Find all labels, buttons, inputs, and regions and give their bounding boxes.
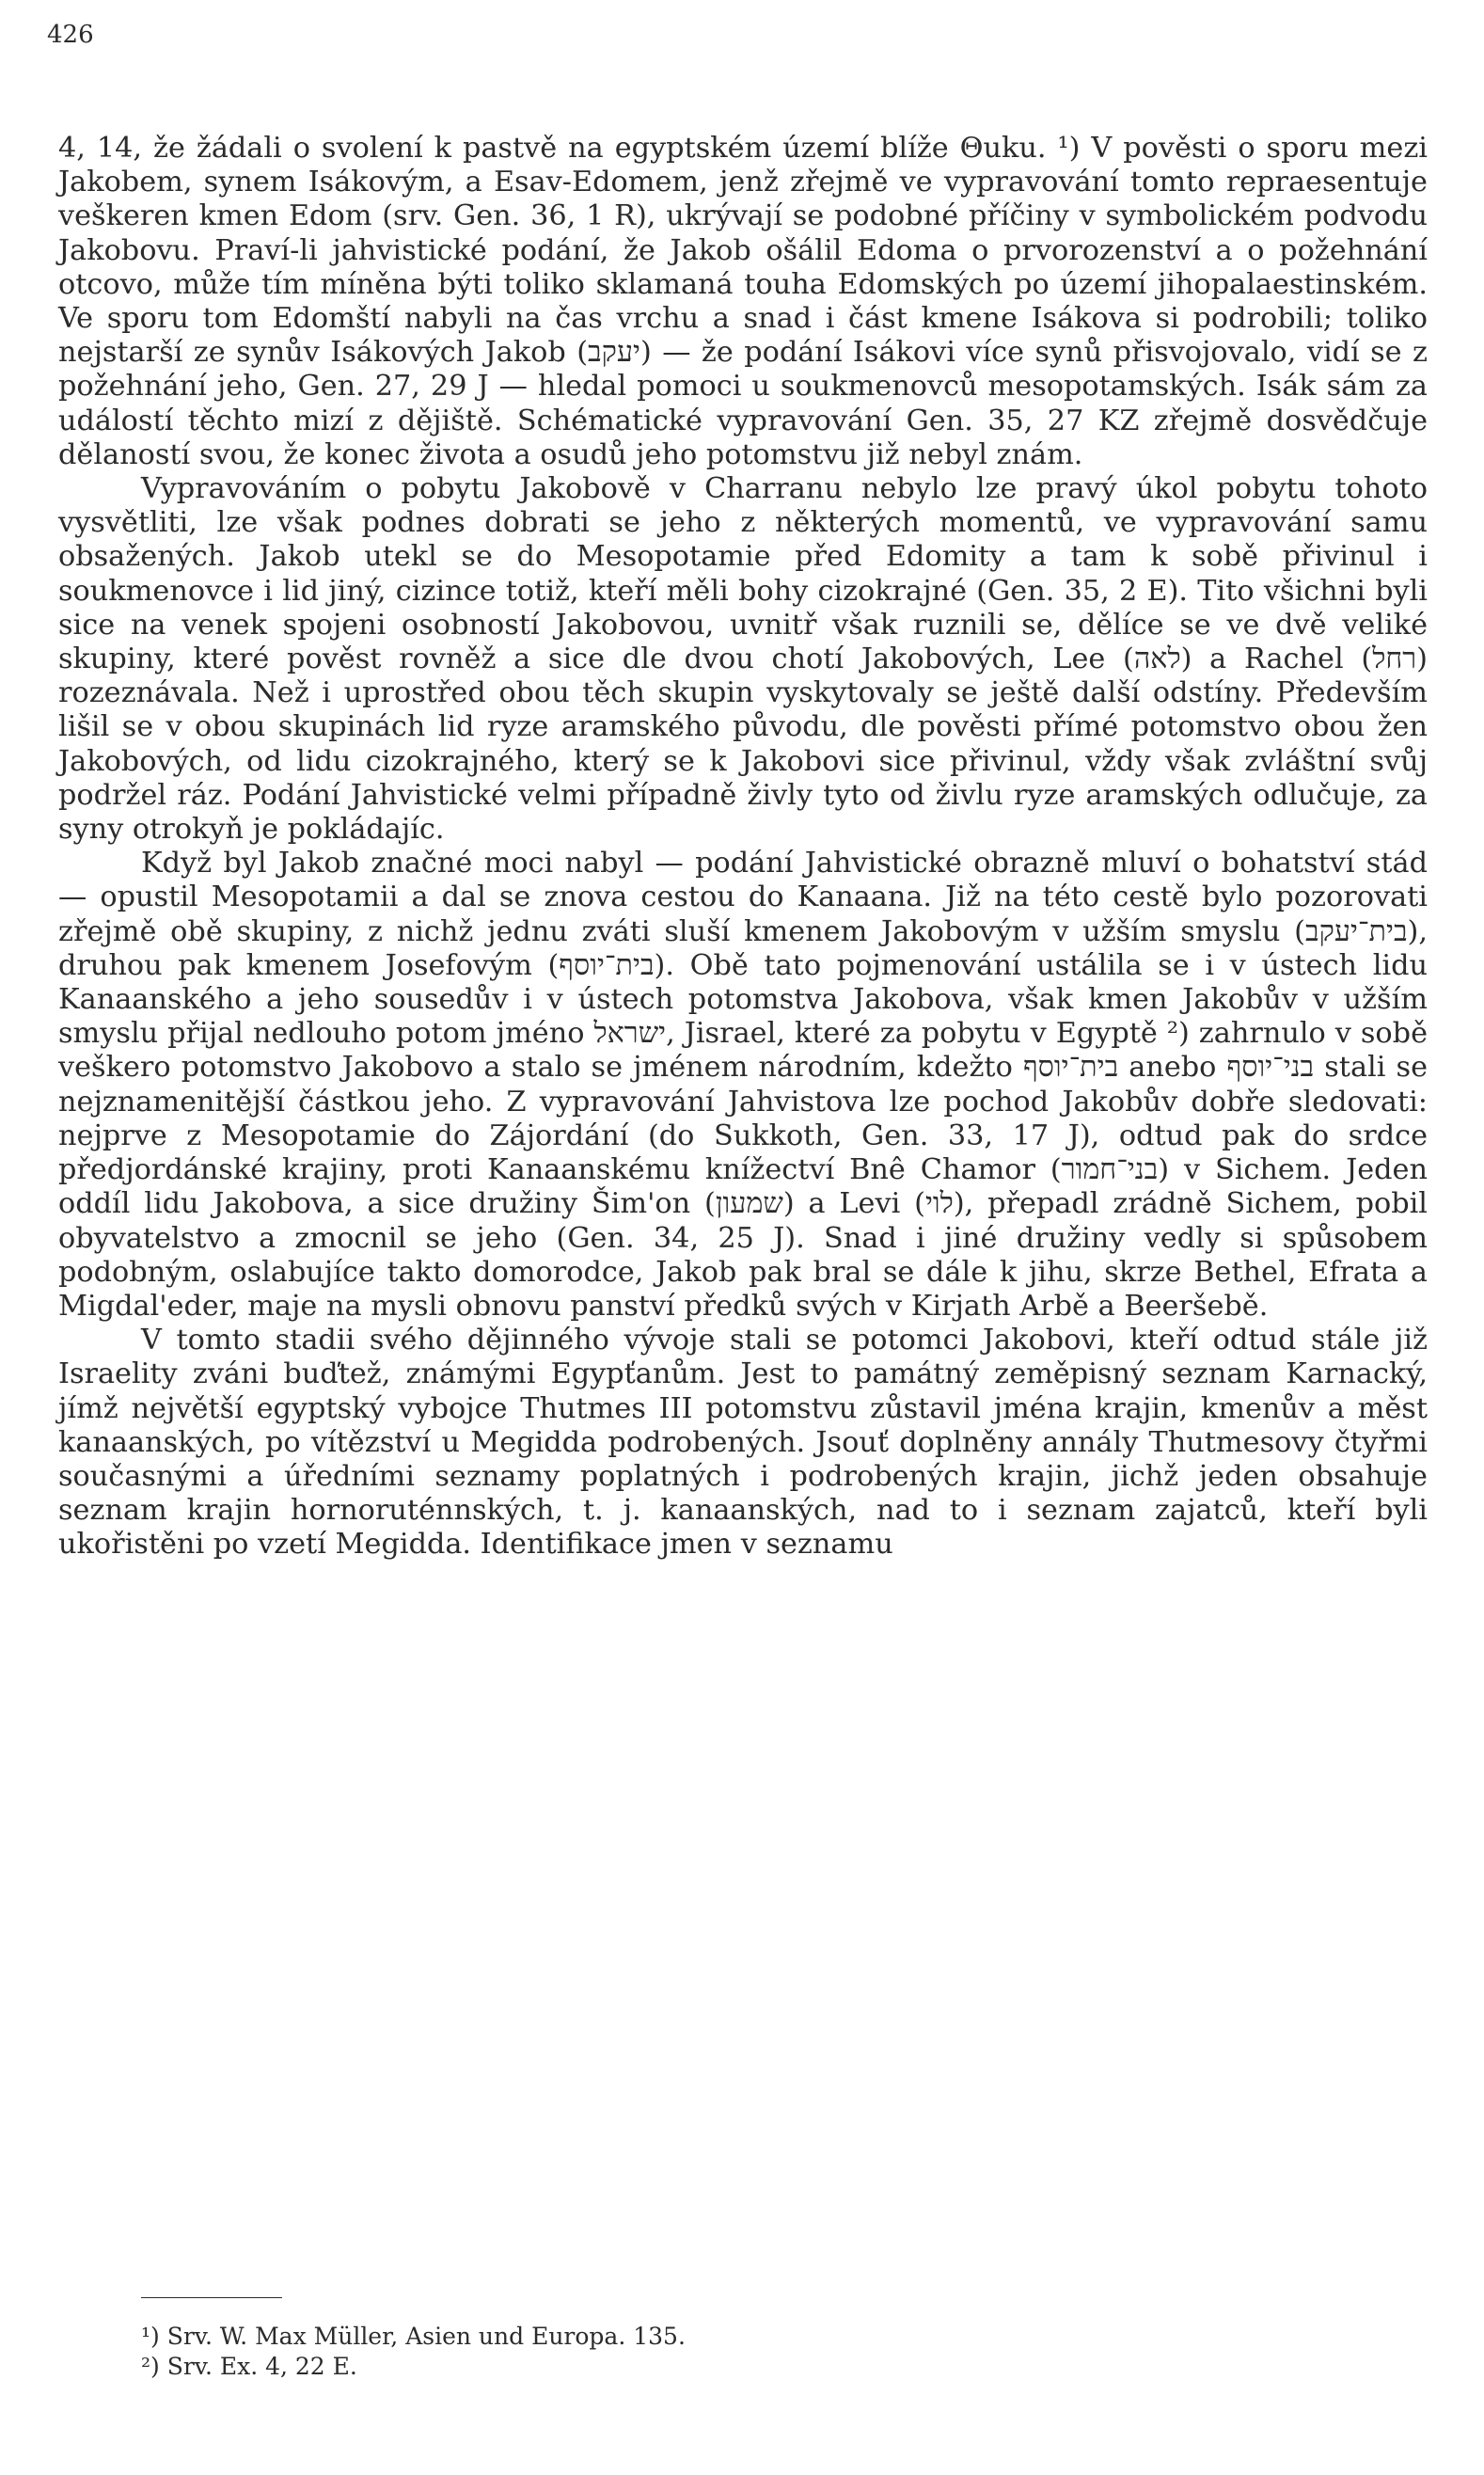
footnote-2: ²) Srv. Ex. 4, 22 E. <box>141 2353 357 2380</box>
footnotes <box>141 2322 1364 2382</box>
footnote-1: ¹) Srv. W. Max Müller, Asien und Europa. 135. <box>141 2323 686 2350</box>
paragraph-kanaan: Když byl Jakob značné moci nabyl — podání Jahvistické obrazně mluví o bohatství stád — opustil Mesopotamii a dal se znova cestou do Kanaana. Již na této cestě bylo pozorovati zřejmě obě skupiny, z nichž jednu zváti sluší kmenem Jakobovým v užším smyslu (בית־יעקב), druhou pak kmenem Josefovým (בית־יוסף). Obě tato pojmenování ustálila se i v ústech lidu Kanaanského a jeho sousedův i v ústech potomstva Jakobova, však kmen Jakobův v užším smyslu přijal nedlouho potom jméno ישראל, Jisrael, které za pobytu v Egyptě ²) zahrnulo v sobě veškero potomstvo Jakobovo a stalo se jménem národním, kdežto בית־יוסף anebo בני־יוסף stali se nejznamenitější částkou jeho. Z vypravování Jahvistova lze pochod Jakobův dobře sledovati: nejprve z Mesopotamie do Zájordání (do Sukkoth, Gen. 33, 17 J), odtud pak do srdce předjordánské krajiny, proti Kanaanskému knížectví Bnê Chamor (בני־חמור) v Sichem. Jeden oddíl lidu Jakobova, a sice družiny Šim'on (שמעון) a Levi (לוי), přepadl zrádně Sichem, pobil obyvatelstvo a zmocnil se jeho (Gen. 34, 25 J). Snad i jiné družiny vedly si spůsobem podobným, oslabujíce takto domorodce, Jakob pak bral se dále k jihu, skrze Bethel, Efrata a Migdal'eder, maje na mysli obnovu panství předků svých v Kirjath Arbě a Beeršebě. <box>58 847 1428 1323</box>
paragraph-egypt: V tomto stadii svého dějinného vývoje stali se potomci Jakobovi, kteří odtud stále již Israelity zváni buďtež, známými Egypťanům. Jest to památný zeměpisný seznam Karnacký, jímž největší egyptský vybojce Thutmes III potomstvu zůstavil jména krajin, kmenův a měst kanaanských, po vítězství u Megidda podrobených. Jsouť doplněny annály Thutmesovy čtyřmi současnými a úředními seznamy poplatných i podrobených krajin, jichž jeden obsahuje seznam krajin hornoruténnských, t. j. kanaanských, nad to i seznam zajatců, kteří byli ukořistěni po vzetí Megidda. Identifikace jmen v seznamu <box>58 1324 1428 1562</box>
page-number: 426 <box>47 21 94 49</box>
paragraph-continuation: 4, 14, že žádali o svolení k pastvě na egyptském území blíže Θuku. ¹) V pověsti o sporu mezi Jakobem, synem Isákovým, a Esav-Edomem, jenž zřejmě ve vypravování tomto repraesentuje veškeren kmen Edom (srv. Gen. 36, 1 R), ukrývají se podobné příčiny v symbolickém podvodu Jakobovu. Praví-li jahvistické podání, že Jakob ošálil Edoma o prvorozenství a o požehnání otcovo, může tím míněna býti toliko sklamaná touha Edomských po území jihopalaestinském. Ve sporu tom Edomští nabyli na čas vrchu a snad i část kmene Isákova si podrobili; toliko nejstarší ze synův Isákových Jakob (יעקב) — že podání Isákovi více synů přisvojovalo, vidí se z požehnání jeho, Gen. 27, 29 J — hledal pomoci u soukmenovců mesopotamských. Isák sám za událostí těchto mizí z dějiště. Schématické vypravování Gen. 35, 27 KZ zřejmě dosvědčuje dělaností svou, že konec života a osudů jeho potomstvu již nebyl znám. <box>58 132 1428 471</box>
footnote-separator <box>141 2297 282 2298</box>
paragraph-charran: Vypravováním o pobytu Jakobově v Charranu nebylo lze pravý úkol pobytu tohoto vysvětliti, lze však podnes dobrati se jeho z některých momentů, ve vypravování samu obsažených. Jakob utekl se do Mesopotamie před Edomity a tam k sobě přivinul i soukmenovce i lid jiný, cizince totiž, kteří měli bohy cizokrajné (Gen. 35, 2 E). Tito všichni byli sice na venek spojeni osobností Jakobovou, uvnitř však ruznili se, dělíce se ve dvě veliké skupiny, které pověst rovněž a sice dle dvou chotí Jakobových, Lee (לאה) a Rachel (רחל) rozeznávala. Než i uprostřed obou těch skupin vyskytovaly se ještě další odstíny. Především lišil se v obou skupinách lid ryze aramského původu, dle pověsti přímé potomstvo obou žen Jakobových, od lidu cizokrajného, který se k Jakobovi sice přivinul, vždy však zvláštní svůj podržel ráz. Podání Jahvistické velmi případně živly tyto od živlu ryze aramských odlučuje, za syny otrokyň je pokládajíc. <box>58 472 1428 847</box>
main-text <box>58 132 1428 1563</box>
